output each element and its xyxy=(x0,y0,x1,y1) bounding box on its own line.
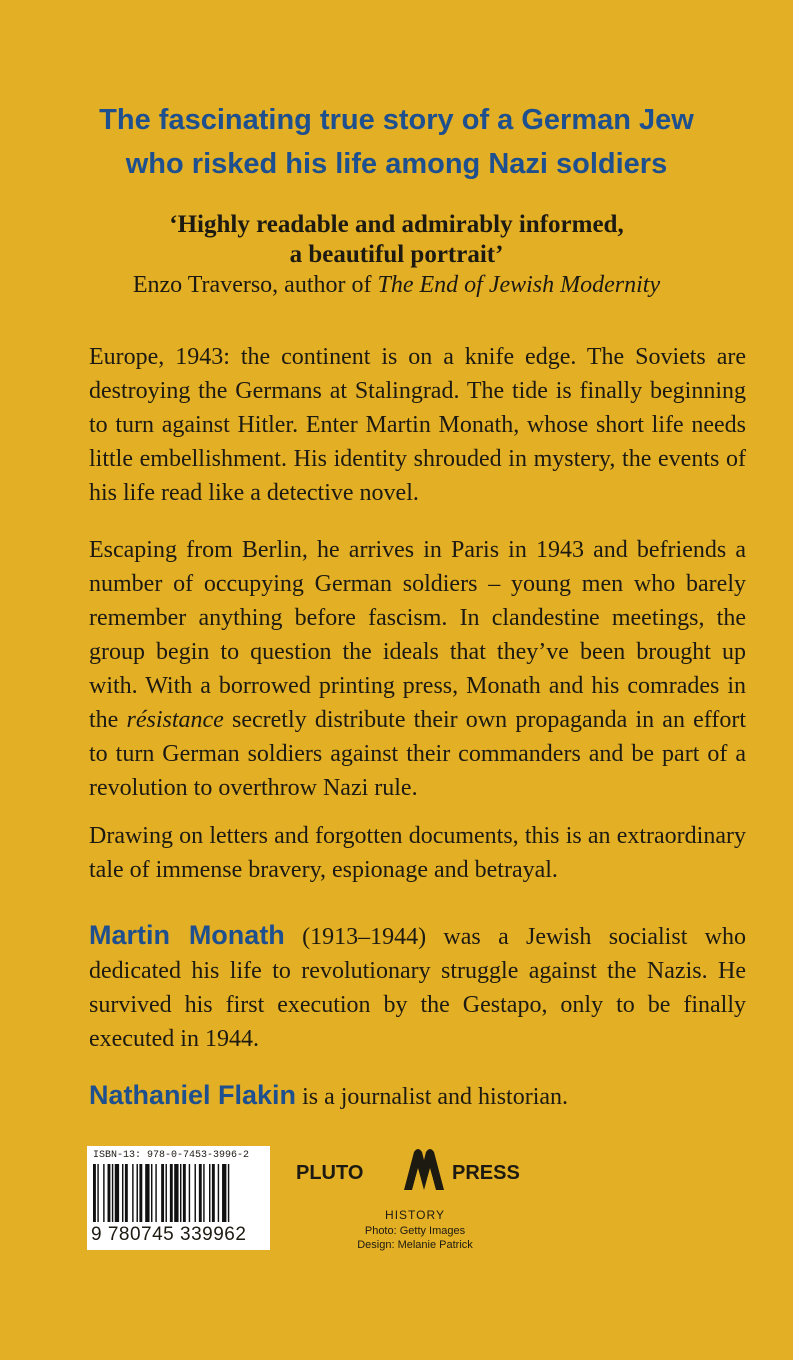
isbn-label: ISBN-13: 978-0-7453-3996-2 xyxy=(93,1150,250,1161)
barcode-bar xyxy=(115,1164,119,1222)
bio-flakin xyxy=(89,1078,746,1114)
barcode-bar xyxy=(122,1164,123,1222)
blurb-paragraph-1: Europe, 1943: the continent is on a knife edge. The Soviets are destroying the Germans at Stalingrad. The tide is finally beginning to turn against Hitler. Enter Martin Monath, whose short life needs little embellishment. His identity shrouded in mystery, the events of his life read like a detective novel. xyxy=(89,344,746,506)
bio-monath-name: Martin Monath xyxy=(89,920,285,950)
barcode-bar xyxy=(103,1164,104,1222)
quote-line-1: ‘Highly readable and admirably informed, xyxy=(169,211,624,238)
barcode-bar xyxy=(166,1164,167,1222)
pluto-press-logo-icon xyxy=(402,1146,446,1192)
blurb-paragraph-3: Drawing on letters and forgotten documents, this is an extraordinary tale of immense bravery, espionage and betrayal. xyxy=(89,823,746,883)
barcode-bar xyxy=(180,1164,181,1222)
barcode-bar xyxy=(222,1164,226,1222)
credits xyxy=(300,1208,530,1252)
tagline xyxy=(0,98,793,186)
isbn-barcode xyxy=(87,1146,270,1250)
quote-author: Enzo Traverso, author of xyxy=(132,272,378,298)
design-credit: Design: Melanie Patrick xyxy=(357,1239,473,1251)
barcode-bar xyxy=(218,1164,219,1222)
barcode-bars xyxy=(93,1164,264,1222)
barcode-bar xyxy=(137,1164,138,1222)
barcode-bar xyxy=(155,1164,156,1222)
barcode-bar xyxy=(93,1164,96,1222)
barcode-bar xyxy=(228,1164,229,1222)
barcode-bar xyxy=(212,1164,215,1222)
bio-monath xyxy=(89,918,746,1056)
publisher-word-1: PLUTO xyxy=(296,1162,364,1184)
barcode-bar xyxy=(209,1164,210,1222)
quote-line-2: a beautiful portrait’ xyxy=(289,241,504,268)
barcode-bar xyxy=(145,1164,149,1222)
quote-attribution xyxy=(0,270,793,300)
barcode-bar xyxy=(132,1164,133,1222)
blurb-paragraph-2 xyxy=(89,533,746,805)
bio-monath-text: (1913–1944) was a Jewish socialist who dedicated his life to revolutionary struggle against the Nazis. He survived his first execution by the Gestapo, only to be finally executed in 1944. xyxy=(89,924,747,1052)
publisher-word-2: PRESS xyxy=(452,1162,520,1184)
blurb-paragraph-2-part-b: secretly distribute their own propaganda in an effort to turn German soldiers against their commanders and be part of a revolution to overthrow Nazi rule. xyxy=(89,707,746,801)
bio-flakin-name: Nathaniel Flakin xyxy=(89,1080,297,1110)
tagline-line-2: who risked his life among Nazi soldiers xyxy=(125,148,668,180)
barcode-bar xyxy=(203,1164,204,1222)
quote-book-title: The End of Jewish Modernity xyxy=(377,272,661,298)
barcode-bar xyxy=(174,1164,178,1222)
endorsement-quote xyxy=(0,210,793,300)
barcode-bar xyxy=(151,1164,152,1222)
tagline-line-1: The fascinating true story of a German Jew xyxy=(99,104,694,136)
barcode-bar xyxy=(195,1164,196,1222)
barcode-bar xyxy=(170,1164,173,1222)
barcode-digits: 9 780745 339962 xyxy=(91,1224,247,1245)
bio-flakin-text: is a journalist and historian. xyxy=(296,1084,569,1110)
photo-credit: Photo: Getty Images xyxy=(364,1225,466,1237)
barcode-bar xyxy=(108,1164,111,1222)
barcode-bar xyxy=(199,1164,202,1222)
barcode-bar xyxy=(183,1164,186,1222)
barcode-bar xyxy=(189,1164,190,1222)
book-category: HISTORY xyxy=(385,1208,445,1222)
barcode-bar xyxy=(112,1164,113,1222)
barcode-bar xyxy=(161,1164,164,1222)
blurb-paragraph-2-part-a: Escaping from Berlin, he arrives in Paris in 1943 and befriends a number of occupying German soldiers – young men who barely remember anything before fascism. In clandestine meetings, the group begin to question the ideals that they’ve been brought up with. With a borrowed printing press, Monath and his comrades in the xyxy=(89,537,746,733)
barcode-bar xyxy=(139,1164,142,1222)
barcode-bar xyxy=(125,1164,128,1222)
publisher-logo xyxy=(294,1144,536,1204)
barcode-bar xyxy=(97,1164,98,1222)
blurb-paragraph-2-emphasis: résistance xyxy=(126,707,224,733)
